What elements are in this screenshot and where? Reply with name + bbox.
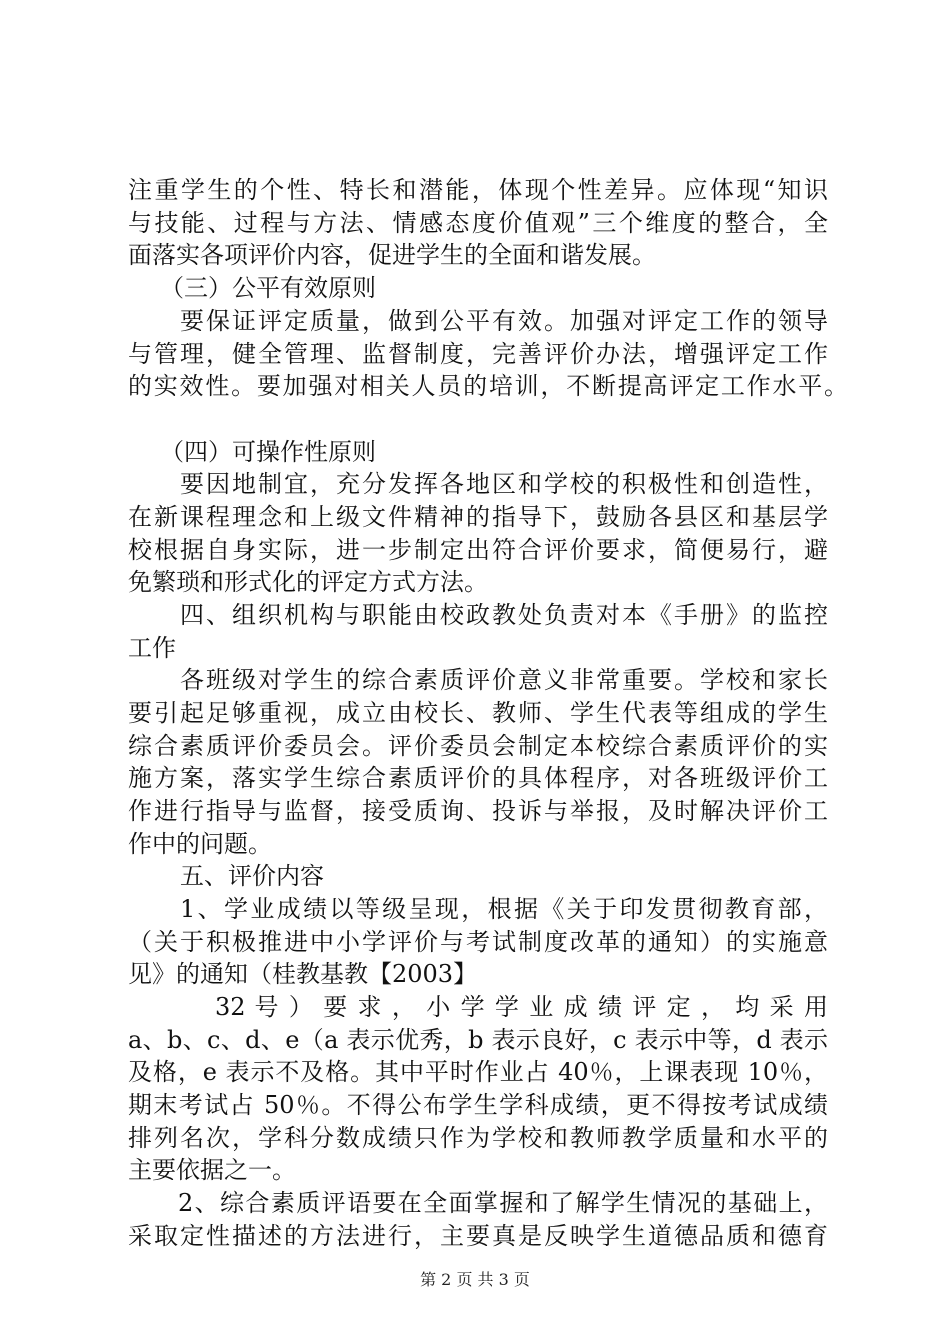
text-line: 在新课程理念和上级文件精神的指导下，鼓励各县区和基层学 [128,503,828,531]
text-line: 与管理，健全管理、监督制度，完善评价办法，增强评定工作 [128,340,828,368]
text-line: （关于积极推进中小学评价与考试制度改革的通知）的实施意 [128,928,828,956]
text-line: 与技能、过程与方法、情感态度价值观”三个维度的整合，全 [128,209,828,237]
text-line: 各班级对学生的综合素质评价意义非常重要。学校和家长 [180,666,828,694]
text-line: 的实效性。要加强对相关人员的培训，不断提高评定工作水平。 [128,372,848,400]
text-line: 要引起足够重视，成立由校长、教师、学生代表等组成的学生 [128,699,828,727]
text-line: 1、学业成绩以等级呈现，根据《关于印发贯彻教育部， [180,895,828,923]
text-line: 注重学生的个性、特长和潜能，体现个性差异。应体现“知识 [128,176,828,204]
section-heading: 四、组织机构与职能由校政教处负责对本《手册》的监控 [180,601,828,629]
text-line: 32 号 ） 要 求 ， 小 学 学 业 成 绩 评 定 ， 均 采 用 [215,993,828,1021]
text-line: 面落实各项评价内容，促进学生的全面和谐发展。 [128,241,656,269]
text-line: 作进行指导与监督，接受质询、投诉与举报，及时解决评价工 [128,797,828,825]
text-line: 期末考试占 50％。不得公布学生学科成绩，更不得按考试成绩 [128,1091,828,1119]
text-line: 要保证评定质量，做到公平有效。加强对评定工作的领导 [180,307,828,335]
section-heading: （三）公平有效原则 [160,274,376,302]
text-line: 要因地制宜，充分发挥各地区和学校的积极性和创造性， [180,470,828,498]
text-line: 排列名次，学科分数成绩只作为学校和教师教学质量和水平的 [128,1124,828,1152]
text-line: 施方案，落实学生综合素质评价的具体程序，对各班级评价工 [128,764,828,792]
text-line: 免繁琐和形式化的评定方式方法。 [128,568,488,596]
text-line: 见》的通知（桂教基教【2003】 [128,960,478,988]
text-line: 及格，e 表示不及格。其中平时作业占 40％，上课表现 10％， [128,1058,828,1086]
text-line: 采取定性描述的方法进行，主要真是反映学生道德品质和德育 [128,1222,828,1250]
text-line: 作中的问题。 [128,830,272,858]
text-line: a、b、c、d、e（a 表示优秀，b 表示良好，c 表示中等，d 表示 [128,1026,828,1054]
text-line: 2、综合素质评语要在全面掌握和了解学生情况的基础上， [178,1189,828,1217]
text-line: 工作 [128,634,176,662]
text-line: 主要依据之一。 [128,1156,296,1184]
section-heading: 五、评价内容 [180,862,324,890]
page-footer: 第 2 页 共 3 页 [420,1270,530,1289]
text-line: 校根据自身实际，进一步制定出符合评价要求，简便易行，避 [128,536,828,564]
text-line: 综合素质评价委员会。评价委员会制定本校综合素质评价的实 [128,732,828,760]
section-heading: （四）可操作性原则 [160,438,376,466]
